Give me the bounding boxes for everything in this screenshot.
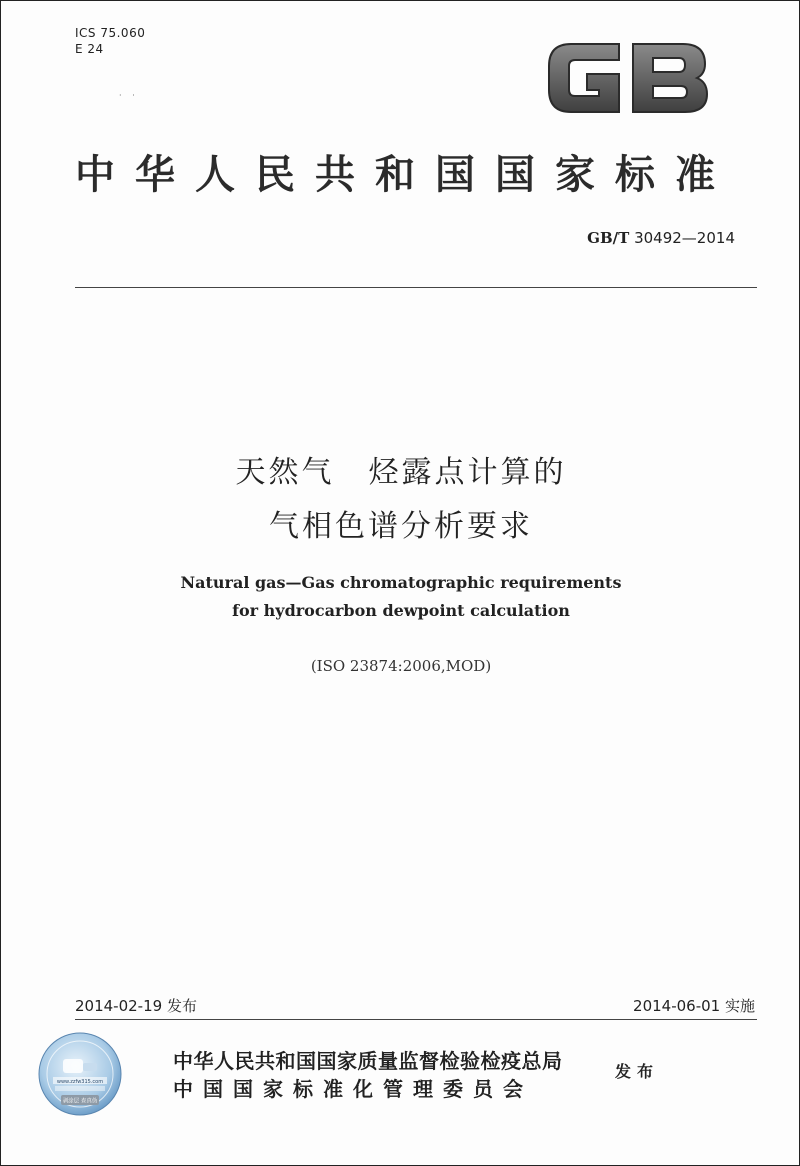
standard-number	[587, 229, 735, 247]
gb-standard-logo-icon	[541, 34, 713, 122]
national-standard-heading: 中华人民共和国国家标准	[75, 151, 735, 198]
iso-reference: (ISO 23874:2006,MOD)	[310, 657, 492, 675]
standard-prefix: GB/T	[587, 229, 630, 247]
english-title-line-1: Natural gas—Gas chromatographic requirements	[180, 573, 622, 592]
implementation-date: 2014-06-01 实施	[633, 997, 755, 1015]
seal-url-text: www.zzfw315.com	[56, 1079, 104, 1085]
top-divider	[75, 287, 757, 288]
anti-counterfeit-seal-icon	[37, 1031, 123, 1117]
classification-codes	[75, 25, 145, 57]
chinese-title-part-1: 天然气	[235, 455, 335, 490]
chinese-title-line-2: 气相色谱分析要求	[269, 509, 533, 544]
seal-scratch-text: 剥涂层 查真伪	[62, 1098, 98, 1105]
ics-code: ICS 75.060	[75, 26, 146, 40]
bottom-divider	[75, 1019, 757, 1020]
chinese-title-part-2: 烃露点计算的	[368, 455, 567, 490]
publish-label: 发布	[615, 1062, 660, 1081]
issuer-line-2: 中国国家标准化管理委员会	[173, 1077, 533, 1101]
standard-number-value: 30492—2014	[634, 229, 735, 247]
chinese-title-line-1	[1, 447, 800, 491]
english-title-line-2: for hydrocarbon dewpoint calculation	[232, 601, 570, 620]
print-specks: · ·	[119, 91, 139, 100]
issue-date: 2014-02-19 发布	[75, 997, 197, 1015]
issuer-line-1: 中华人民共和国国家质量监督检验检疫总局	[173, 1049, 563, 1073]
ccs-code: E 24	[75, 42, 104, 56]
